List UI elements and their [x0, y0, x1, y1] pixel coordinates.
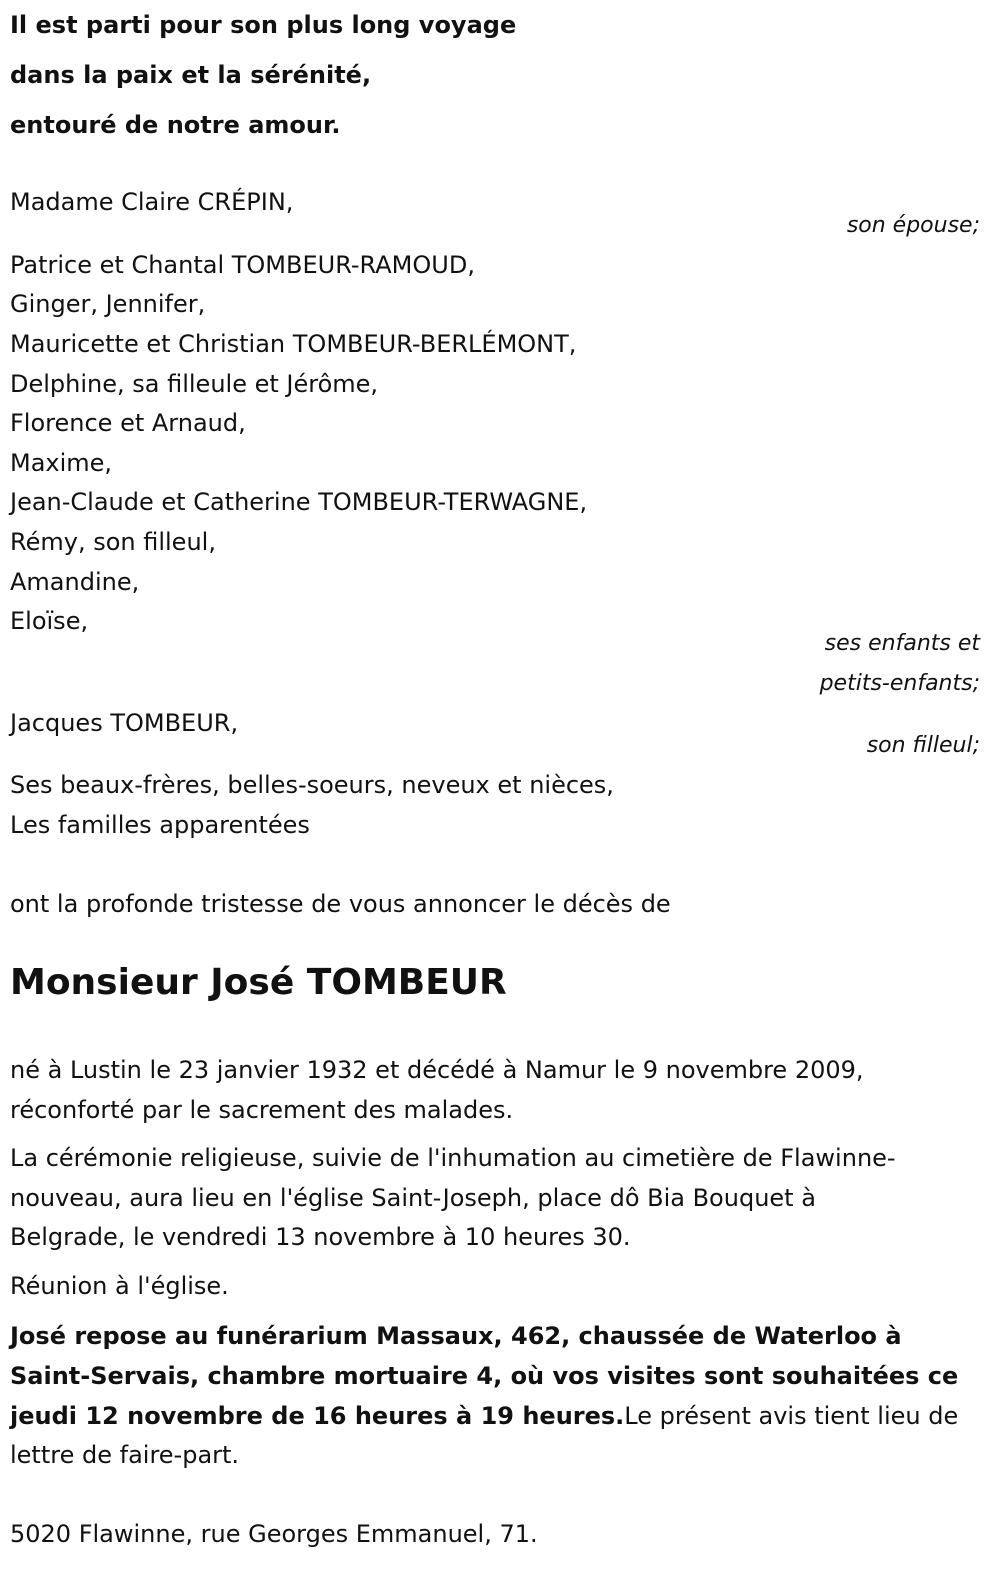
child-line: Mauricette et Christian TOMBEUR-BERLÉMONT, — [10, 330, 577, 358]
ceremony-line-3: Belgrade, le vendredi 13 novembre à 10 heures 30. — [10, 1223, 631, 1251]
spouse-name: Madame Claire CRÉPIN, — [10, 188, 294, 216]
notice-statement: Le présent avis tient lieu de — [624, 1402, 959, 1430]
birth-death-line-1: né à Lustin le 23 janvier 1932 et décédé à Namur le 9 novembre 2009, — [10, 1056, 864, 1084]
deceased-name: Monsieur José TOMBEUR — [10, 962, 507, 1003]
child-line: Delphine, sa filleule et Jérôme, — [10, 370, 379, 398]
child-line: Florence et Arnaud, — [10, 409, 246, 437]
intro-line-2: dans la paix et la sérénité, — [10, 61, 372, 89]
godson-role: son filleul; — [866, 733, 980, 758]
funeral-home-line-2: Saint-Servais, chambre mortuaire 4, où vos visites sont souhaitées ce — [10, 1362, 959, 1390]
ceremony-line-2: nouveau, aura lieu en l'église Saint-Joseph, place dô Bia Bouquet à — [10, 1184, 816, 1212]
spouse-role: son épouse; — [846, 213, 980, 238]
ceremony-line-1: La cérémonie religieuse, suivie de l'inhumation au cimetière de Flawinne- — [10, 1144, 896, 1172]
child-line: Rémy, son filleul, — [10, 528, 216, 556]
children-role-line-1: ses enfants et — [824, 631, 980, 656]
child-line: Maxime, — [10, 449, 113, 477]
child-line: Patrice et Chantal TOMBEUR-RAMOUD, — [10, 251, 475, 279]
child-line: Jean-Claude et Catherine TOMBEUR-TERWAGNE, — [10, 488, 588, 516]
children-role-line-2: petits-enfants; — [819, 671, 980, 696]
child-line: Ginger, Jennifer, — [10, 290, 206, 318]
child-line: Eloïse, — [10, 607, 89, 635]
intro-line-1: Il est parti pour son plus long voyage — [10, 11, 517, 39]
family-line-2: Les familles apparentées — [10, 811, 310, 839]
announcement-text: ont la profonde tristesse de vous annoncer le décès de — [10, 890, 671, 918]
family-line-1: Ses beaux-frères, belles-soeurs, neveux et nièces, — [10, 771, 614, 799]
godson-name: Jacques TOMBEUR, — [10, 709, 239, 737]
child-line: Amandine, — [10, 568, 140, 596]
intro-line-3: entouré de notre amour. — [10, 111, 341, 139]
reunion-text: Réunion à l'église. — [10, 1272, 229, 1300]
visiting-hours: jeudi 12 novembre de 16 heures à 19 heures. — [10, 1402, 625, 1430]
address: 5020 Flawinne, rue Georges Emmanuel, 71. — [10, 1520, 538, 1548]
funeral-home-line-4: lettre de faire-part. — [10, 1441, 240, 1469]
funeral-home-line-3 — [10, 1401, 958, 1431]
birth-death-line-2: réconforté par le sacrement des malades. — [10, 1096, 514, 1124]
funeral-home-line-1: José repose au funérarium Massaux, 462, chaussée de Waterloo à — [10, 1322, 902, 1350]
